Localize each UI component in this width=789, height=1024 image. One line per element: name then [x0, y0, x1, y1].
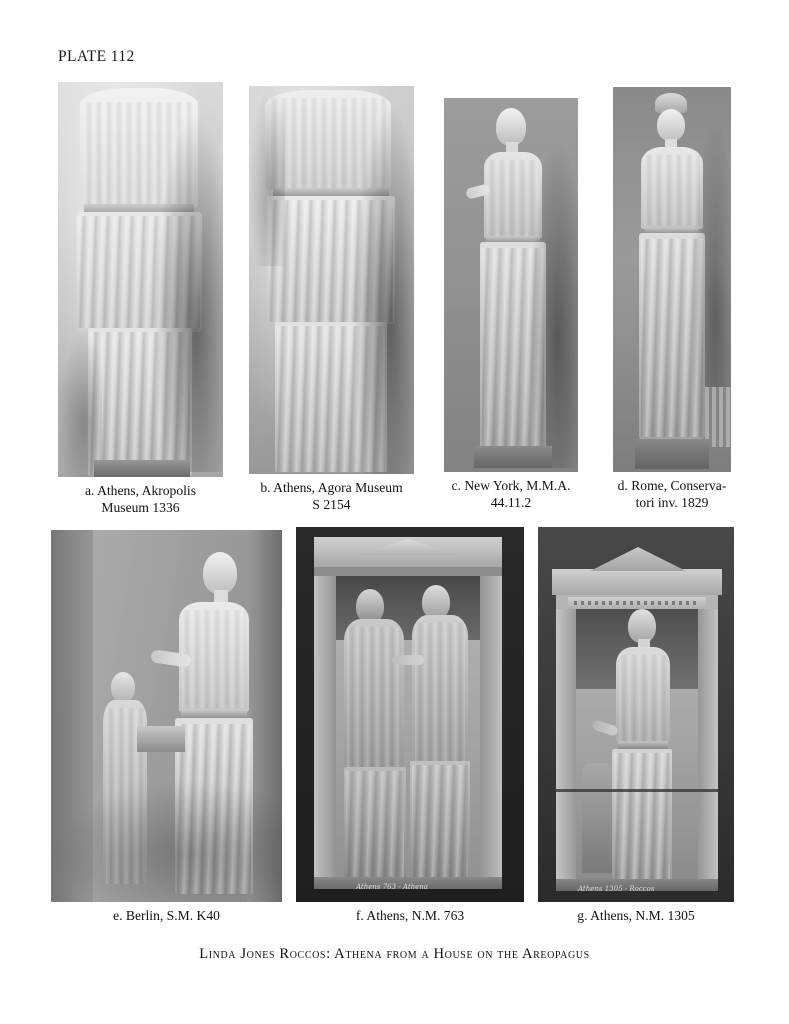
figure-a-caption-line2: Museum 1336 — [101, 499, 180, 515]
figure-g-caption-line1: g. Athens, N.M. 1305 — [577, 908, 695, 923]
figure-c-caption — [444, 478, 578, 511]
figure-b — [249, 86, 414, 513]
figure-a-caption — [58, 483, 223, 516]
page-footer: Linda Jones Roccos: Athena from a House on the Areopagus — [199, 946, 590, 962]
figure-e — [51, 530, 282, 925]
figure-f-caption-line1: f. Athens, N.M. 763 — [355, 908, 465, 923]
figure-d-caption-line1: d. Rome, Conserva- — [617, 478, 727, 493]
figure-b-caption-line2: S 2154 — [312, 496, 351, 512]
figure-f-photo — [296, 527, 524, 902]
figure-g-photo — [538, 527, 734, 902]
figure-c — [444, 98, 578, 511]
figure-c-caption-line1: c. New York, M.M.A. — [451, 478, 571, 493]
figure-d — [613, 87, 731, 511]
figure-f-caption — [296, 908, 524, 925]
figure-d-caption — [613, 478, 731, 511]
figure-g-negative-inscription: Athens 1305 - Roccos — [578, 885, 655, 893]
figure-d-caption-line2: tori inv. 1829 — [635, 494, 709, 510]
figure-c-caption-line2: 44.11.2 — [490, 494, 532, 510]
figure-a-caption-line1: a. Athens, Akropolis — [84, 483, 196, 498]
figure-g — [538, 527, 734, 925]
figure-b-caption — [249, 480, 414, 513]
figure-e-photo — [51, 530, 282, 902]
figure-e-caption-line1: e. Berlin, S.M. K40 — [113, 908, 220, 923]
figure-g-caption — [538, 908, 734, 925]
figure-b-photo — [249, 86, 414, 474]
figure-a — [58, 82, 223, 516]
figure-c-photo — [444, 98, 578, 472]
figure-f-negative-inscription: Athens 763 - Athena — [356, 883, 428, 891]
figure-a-photo — [58, 82, 223, 477]
figure-e-caption — [51, 908, 282, 925]
figure-d-photo — [613, 87, 731, 472]
figure-b-caption-line1: b. Athens, Agora Museum — [260, 480, 403, 495]
figure-f — [296, 527, 524, 925]
plate-number-label: PLATE 112 — [58, 48, 135, 65]
